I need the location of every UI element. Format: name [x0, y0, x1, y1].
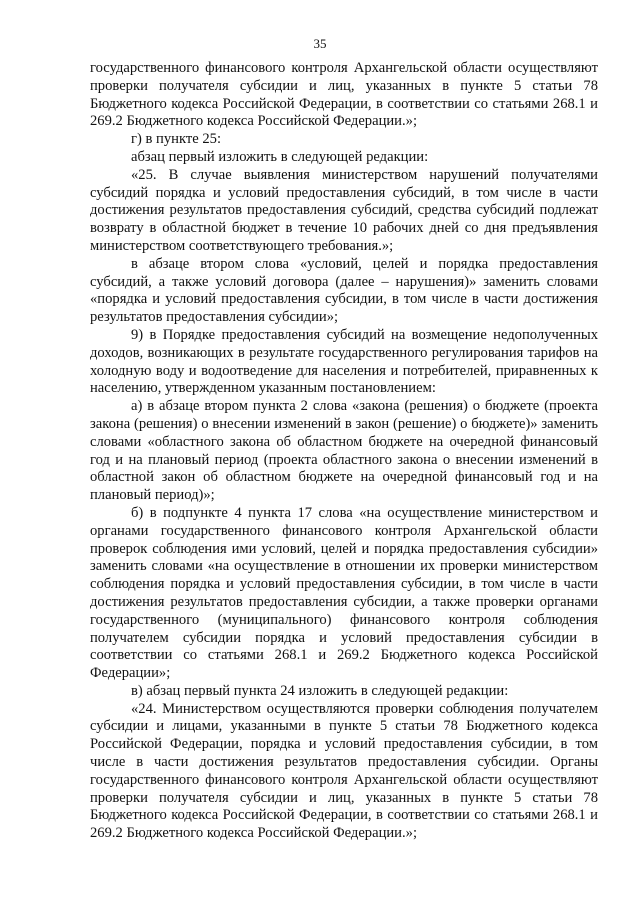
document-body [90, 60, 598, 843]
paragraph: абзац первый изложить в следующей редакции: [131, 148, 429, 165]
paragraph-quoted-point-24: «24. Министерством осуществляются проверки соблюдения получателем субсидии и лицами, указанными в пункте 5 статьи 78 Бюджетного кодекса Российской Федерации, порядка и условий предоставления субсидии, в том числе в части достижения результатов предоставления субсидии. Органы государственного финансового контроля Архангельской области осуществляют проверки получателя субсидии и лиц, указанных в пункте 5 статьи 78 Бюджетного кодекса Российской Федерации, в соответствии со статьями 268.1 и 269.2 Бюджетного кодекса Российской Федерации.»; [90, 700, 598, 842]
page-number: 35 [313, 36, 327, 51]
paragraph: в абзаце втором слова «условий, целей и порядка предоставления субсидий, а также условий договора (далее – нарушения)» заменить словами «порядка и условий предоставления субсидии, в том числе в части достижения результатов предоставления субсидии»; [90, 255, 598, 326]
paragraph-item-a: а) в абзаце втором пункта 2 слова «закона (решения) о бюджете (проекта закона (решения) о внесении изменений в закон (решение) о бюджете)» заменить словами «областного закона об областном бюджете на очередной финансовый год и на плановый период (проекта областного закона о внесении изменений в областной закон об областном бюджете на очередной финансовый год и на плановый период)»; [90, 398, 598, 504]
paragraph-item-9: 9) в Порядке предоставления субсидий на возмещение недополученных доходов, возникающих в результате государственного регулирования тарифов на холодную воду и водоотведение для населения и потребителей, приравненных к населению, утвержденном указанным постановлением: [90, 326, 598, 397]
paragraph-item-b: б) в подпункте 4 пункта 17 слова «на осуществление министерством и органами государственного финансового контроля Архангельской области проверок соблюдения ими условий, целей и порядка предоставления субсидии» заменить словами «на осуществление в отношении их проверки министерством соблюдения порядка и условий предоставления субсидии, в том числе в части достижения результатов предоставления субсидии, а также проверки органами государственного (муниципального) финансового контроля соблюдения получателем субсидии порядка и условий предоставления субсидии в соответствии со статьями 268.1 и 269.2 Бюджетного кодекса Российской Федерации»; [90, 504, 598, 682]
paragraph-quoted-point-25: «25. В случае выявления министерством нарушений получателями субсидий порядка и условий предоставления субсидий, в том числе в части достижения результатов предоставления субсидий, средства субсидий подлежат возврату в областной бюджет в течение 10 рабочих дней со дня предъявления министерством соответствующего требования.»; [90, 166, 598, 254]
paragraph-continuation: государственного финансового контроля Архангельской области осуществляют проверки получателя субсидии и лиц, указанных в пункте 5 статьи 78 Бюджетного кодекса Российской Федерации, в соответствии со статьями 268.1 и 269.2 Бюджетного кодекса Российской Федерации.»; [90, 60, 598, 130]
paragraph-item-v: в) абзац первый пункта 24 изложить в следующей редакции: [131, 682, 509, 699]
paragraph-item-g: г) в пункте 25: [131, 131, 221, 148]
